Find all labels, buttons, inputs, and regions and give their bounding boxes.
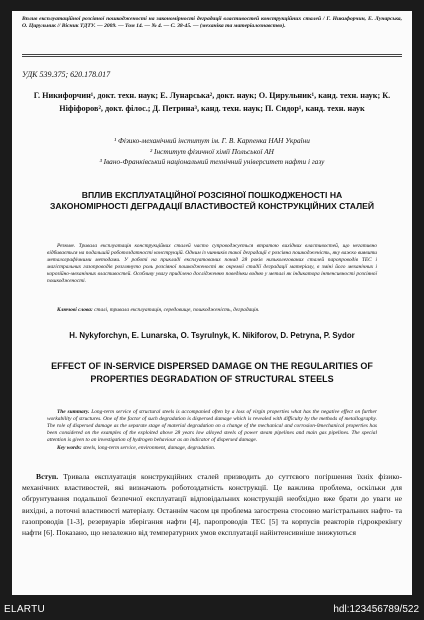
keywords-ua-label: Ключові слова: — [57, 307, 93, 313]
affiliation-1: ¹ Фізико-механічний інститут ім. Г. В. Карпенка НАН України — [114, 136, 310, 145]
abstract-ua: Резюме. Тривала експлуатація конструкційних сталей часто супроводжується втратою вихідних властивостей, що негативно відбивається на подальшій роботоздатності конструкцій. Одним із чинників такої деградації є розсіяна пошкодженість, яку важко виявити металографічними методами. У роботі на прикладі експлуатованих понад 28 років низьколегованих сталей паропроводів ТЕС і магістральних газопроводів розглянуто роль розсіяної пошкодженості як окремої стадії деградації матеріалу, в зміні його механічних і корозійно-механічних властивостей. Особливу увагу приділено дослідженню поведінки водню у металі як індикатора інтенсивності розсіяної пошкодженості. — [47, 243, 377, 284]
udk-code: УДК 539.375; 620.178.017 — [22, 70, 111, 79]
citation-header: Вплив експлуатаційної розсіяної пошкодженості на закономірності деградації властивостей конструкційних сталей / Г. Никифорчин, Е. Лунарська, О. Цирульник // Вісник ТДТУ. — 2009. — Том 14. — № 4. — С. 38-45. — (механіка та матеріалознавство). — [22, 16, 402, 29]
keywords-ua — [47, 307, 377, 314]
summary-label: The summary. — [57, 409, 90, 415]
paper-page — [12, 11, 412, 595]
affiliation-3: ³ Івано-Франківський національний технічний університет нафти і газу — [99, 157, 325, 166]
header-divider-second — [22, 56, 402, 57]
footer-repository-name: ELARTU — [4, 604, 46, 615]
intro-text: Тривала експлуатація конструкційних сталей призводить до суттєвого погіршення їхніх фізико-механічних властивостей, які визначають роботоздатність конструкції. Це важлива проблема, оскільки для обґрунтування подальшої безпечної експлуатації відповідальних конструкцій необхідно вже брати до уваги не вихідні, а поточні властивості матеріалу. Останнім часом ця проблема загострена стосовно магістральних нафто- та газопроводів [1-3], резервуарів зберігання нафти [4], паропроводів ТЕС [5] та корпусів реакторів гідрокрекінгу нафти [6]. Показано, що незалежно від температурних умов експлуатації найінтенсивніше знижуються — [22, 472, 402, 538]
header-divider — [22, 54, 402, 55]
keywords-en-text: steels, long-term service, environment, damage, degradation. — [81, 445, 216, 451]
title-ua: ВПЛИВ ЕКСПЛУАТАЦІЙНОЇ РОЗСІЯНОЇ ПОШКОДЖЕНОСТІ НА ЗАКОНОМІРНОСТІ ДЕГРАДАЦІЇ ВЛАСТИВОСТЕЙ КОНСТРУКЦІЙНИХ СТАЛЕЙ — [49, 190, 375, 212]
introduction — [22, 471, 402, 538]
intro-label: Вступ. — [36, 472, 59, 481]
keywords-en — [47, 445, 377, 452]
authors-ua: Г. Никифорчин¹, докт. техн. наук; Е. Лунарська², докт. наук; О. Цирульник¹, канд. техн. наук; К. Ніфіфоров², докт. філос.; Д. Петрина³, канд. техн. наук; П. Сидор¹, канд. техн. наук — [33, 91, 391, 113]
affiliation-2: ² Інститут фізичної хімії Польської АН — [150, 146, 274, 156]
keywords-ua-text: сталі, тривала експлуатація, середовище, пошкодженість, деградація. — [92, 307, 260, 313]
authors-en: H. Nykyforchyn, E. Lunarska, O. Tsyrulnyk, K. Nikiforov, D. Petryna, P. Sydor — [69, 331, 355, 340]
keywords-en-label: Key words: — [57, 445, 82, 451]
footer-handle[interactable]: hdl:123456789/522 — [333, 604, 419, 615]
affiliations — [22, 136, 402, 168]
summary-en — [47, 409, 377, 444]
title-en: EFFECT OF IN-SERVICE DISPERSED DAMAGE ON THE REGULARITIES OF PROPERTIES DEGRADATION OF STRUCTURAL STEELS — [51, 361, 373, 384]
summary-text: Long-term service of structural steels is accompanied often by a loss of virgin properties what has the negative effect on further workability of structures. One of the factor of such degradation is dispersed damage which is revealed with difficulty by the methods of metallography. The role of dispersed damage as the separate stage of material degradation on a change of the mechanical and corrosion-0mechanical properties has been considered on the examples of the exploited above 28 years low alloyed steels of power steam pipelines and main gas pipelines. The special attention is given to an investigation of hydrogen behaviour as an indicator of dispersed damage. — [47, 409, 377, 443]
